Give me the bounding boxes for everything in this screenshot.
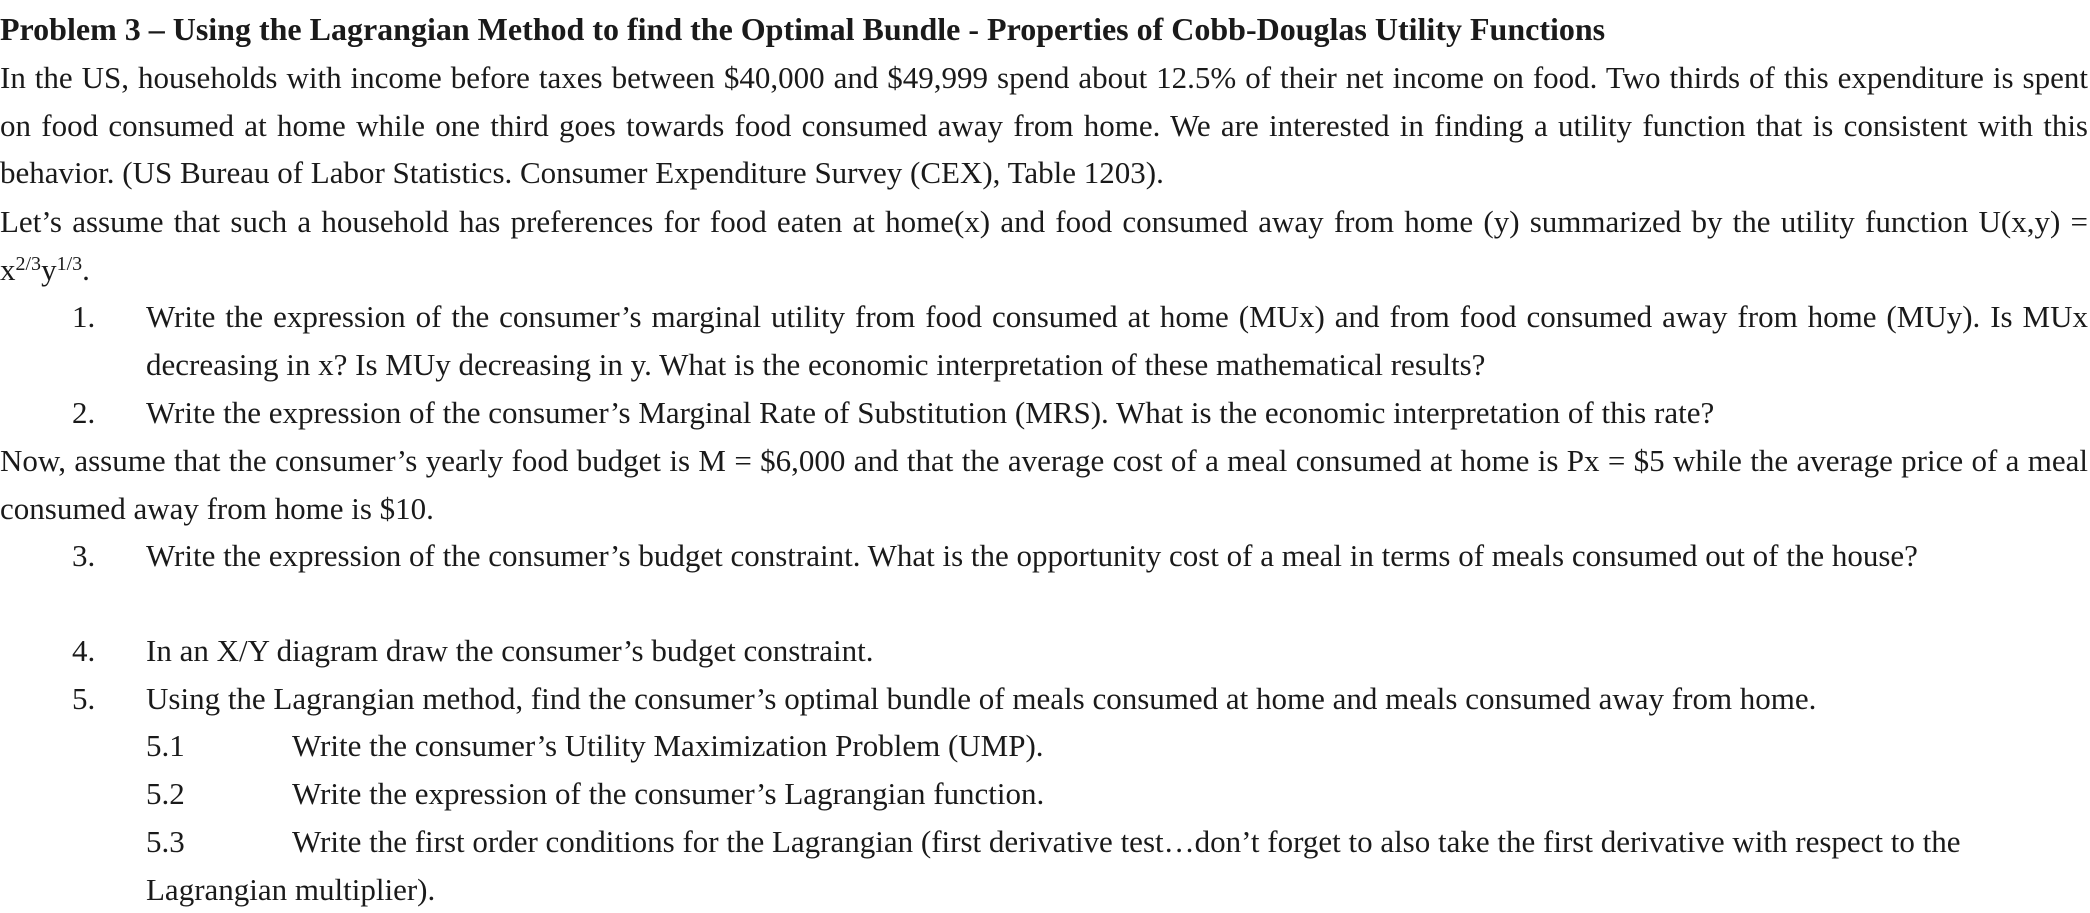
question-text: Write the expression of the consumer’s budget constraint. What is the opportunity cost of a meal in terms of meals consumed out of the house? — [146, 538, 1918, 573]
question-number: 3. — [72, 538, 96, 573]
question-2 — [0, 389, 2090, 437]
utility-text: Let’s assume that such a household has preferences for food eaten at home(x) and food consumed away from home (y) summarized by the utility function U(x,y) = x — [0, 204, 2088, 287]
question-4 — [0, 627, 2090, 675]
question-text: Using the Lagrangian method, find the consumer’s optimal bundle of meals consumed at home and meals consumed away from home. — [146, 681, 1817, 716]
question-number: 1. — [72, 299, 96, 334]
utility-end: . — [82, 251, 90, 287]
exponent-y: 1/3 — [56, 252, 83, 275]
subquestion-5-2 — [0, 770, 2090, 818]
question-text: In an X/Y diagram draw the consumer’s budget constraint. — [146, 633, 874, 668]
subquestion-number: 5.2 — [146, 776, 185, 811]
subquestion-text: Write the expression of the consumer’s Lagrangian function. — [292, 776, 1045, 811]
budget-paragraph: Now, assume that the consumer’s yearly food budget is M = $6,000 and that the average cost of a meal consumed at home is Px = $5 while the average price of a meal consumed away from home is $10. — [0, 443, 2088, 526]
question-1 — [0, 293, 2090, 388]
problem-title: Problem 3 – Using the Lagrangian Method to find the Optimal Bundle - Properties of Cobb-Douglas Utility Functions — [0, 11, 1606, 47]
utility-y: y — [41, 251, 57, 287]
subquestion-5-1 — [0, 722, 2090, 770]
question-3 — [0, 532, 2090, 580]
question-number: 2. — [72, 395, 96, 430]
question-number: 5. — [72, 681, 96, 716]
question-5 — [0, 675, 2090, 723]
question-text: Write the expression of the consumer’s marginal utility from food consumed at home (MUx) and from food consumed away from home (MUy). Is MUx decreasing in x? Is MUy decreasing in y. What is the economic interpretation of these mathematical results? — [146, 299, 2088, 382]
subquestion-number: 5.3 — [146, 824, 185, 859]
intro-paragraph: In the US, households with income before taxes between $40,000 and $49,999 spend about 12.5% of their net income on food. Two thirds of this expenditure is spent on food consumed at home while one third goes towards food consumed away from home. We are interested in finding a utility function that is consistent with this behavior. (US Bureau of Labor Statistics. Consumer Expenditure Survey (CEX), Table 1203). — [0, 60, 2088, 191]
utility-paragraph — [0, 198, 2088, 293]
subquestion-text: Write the consumer’s Utility Maximization Problem (UMP). — [292, 728, 1044, 763]
exponent-x: 2/3 — [15, 252, 42, 275]
subquestion-text: Write the first order conditions for the Lagrangian (first derivative test…don’t forget to also take the first derivative with respect to the Lagrangian multiplier). — [146, 824, 1961, 907]
question-number: 4. — [72, 633, 96, 668]
subquestion-5-3 — [0, 818, 2090, 913]
question-text: Write the expression of the consumer’s Marginal Rate of Substitution (MRS). What is the economic interpretation of this rate? — [146, 395, 1715, 430]
subquestion-number: 5.1 — [146, 728, 185, 763]
